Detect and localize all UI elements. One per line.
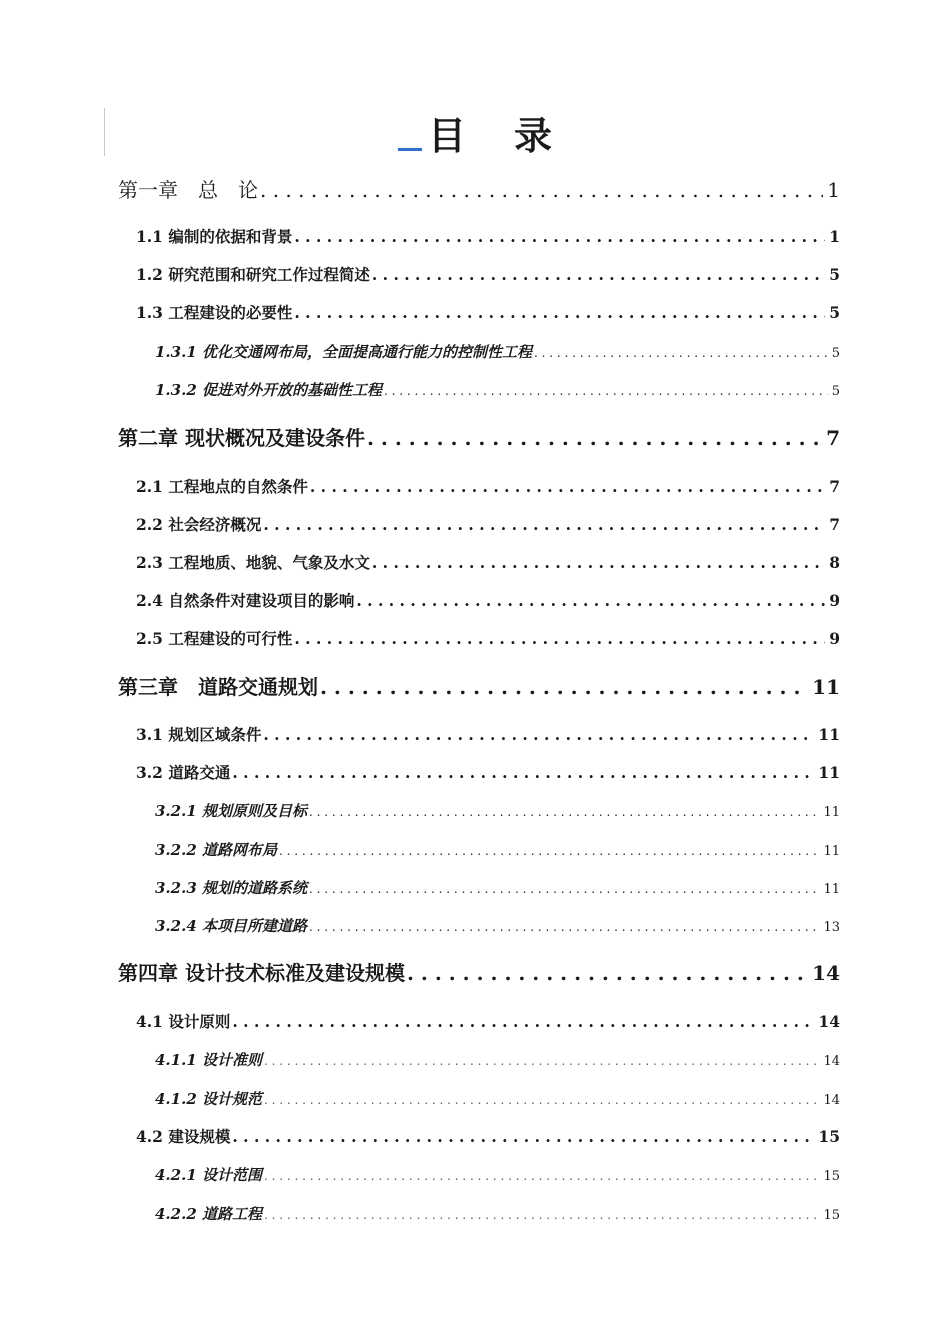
- toc-page-number: 15: [818, 1127, 840, 1146]
- toc-entry-chapter-1[interactable]: [118, 176, 840, 204]
- toc-page-number: 1: [829, 227, 840, 246]
- toc-entry-chapter-2[interactable]: [118, 424, 840, 452]
- dot-leader: [356, 590, 825, 612]
- toc-entry-label: 4.2.1 设计范围: [155, 1166, 262, 1184]
- toc-entry-3-2-1[interactable]: [155, 800, 840, 824]
- dot-leader: [264, 1050, 819, 1072]
- toc-entry-3-2-3[interactable]: [155, 877, 840, 901]
- toc-entry-chapter-4[interactable]: [118, 959, 840, 987]
- dot-leader: [232, 1011, 814, 1033]
- toc-entry-3-2[interactable]: [136, 762, 840, 784]
- dot-leader: [279, 840, 819, 862]
- toc-page-number: 11: [818, 763, 840, 782]
- toc-entry-label: 3.2.4 本项目所建道路: [155, 917, 307, 935]
- toc-entry-label: 1.1 编制的依据和背景: [136, 227, 293, 246]
- dot-leader: [372, 264, 825, 286]
- toc-entry-label: 1.3.2 促进对外开放的基础性工程: [155, 381, 382, 399]
- dot-leader: [260, 176, 823, 204]
- dot-leader: [232, 1126, 814, 1148]
- dot-leader: [384, 380, 828, 402]
- dot-leader: [263, 514, 825, 536]
- toc-page-number: 11: [823, 805, 840, 820]
- toc-entry-2-5[interactable]: [136, 628, 840, 650]
- toc-entry-label: 3.2.3 规划的道路系统: [155, 879, 307, 897]
- toc-page-number: 11: [823, 844, 840, 859]
- toc-page-number: 14: [823, 1093, 840, 1108]
- dot-leader: [310, 476, 825, 498]
- toc-entry-label: 1.2 研究范围和研究工作过程简述: [136, 265, 370, 284]
- dot-leader: [232, 762, 814, 784]
- toc-entry-2-3[interactable]: [136, 552, 840, 574]
- toc-entry-4-1-2[interactable]: [155, 1088, 840, 1112]
- toc-page-number: 11: [818, 725, 840, 744]
- toc-entry-3-1[interactable]: [136, 724, 840, 746]
- toc-page-number: 15: [823, 1208, 840, 1223]
- toc-entry-label: 4.1.1 设计准则: [155, 1051, 262, 1069]
- toc-entry-label: 2.5 工程建设的可行性: [136, 629, 293, 648]
- toc-entry-4-2[interactable]: [136, 1126, 840, 1148]
- toc-title-char-1: 目: [427, 113, 466, 158]
- toc-entry-label: 4.1.2 设计规范: [155, 1090, 262, 1108]
- toc-entry-2-2[interactable]: [136, 514, 840, 536]
- toc-entry-label: 2.4 自然条件对建设项目的影响: [136, 591, 355, 610]
- toc-entry-label: 2.3 工程地质、地貌、气象及水文: [136, 553, 370, 572]
- toc-entry-2-1[interactable]: [136, 476, 840, 498]
- dot-leader: [367, 424, 822, 452]
- toc-page-number: 7: [826, 426, 840, 450]
- toc-title: [0, 108, 950, 164]
- toc-entry-label: 3.2 道路交通: [136, 763, 231, 782]
- toc-entry-4-1[interactable]: [136, 1011, 840, 1033]
- toc-entry-label: 3.1 规划区域条件: [136, 725, 262, 744]
- toc-entry-4-2-2[interactable]: [155, 1203, 840, 1227]
- toc-entry-label: 第二章 现状概况及建设条件: [118, 426, 365, 450]
- text-cursor-icon: [398, 148, 422, 151]
- toc-entry-label: 1.3 工程建设的必要性: [136, 303, 293, 322]
- toc-page-number: 5: [829, 265, 840, 284]
- dot-leader: [294, 628, 825, 650]
- dot-leader: [264, 1089, 819, 1111]
- toc-page-number: 5: [831, 346, 840, 361]
- toc-entry-label: 1.3.1 优化交通网布局，全面提高通行能力的控制性工程: [155, 343, 532, 361]
- dot-leader: [294, 226, 825, 248]
- toc-page-number: 13: [823, 920, 840, 935]
- dot-leader: [320, 673, 808, 701]
- toc-entry-1-1[interactable]: [136, 226, 840, 248]
- dot-leader: [534, 342, 828, 364]
- toc-entry-chapter-3[interactable]: [118, 673, 840, 701]
- toc-entry-label: 4.2.2 道路工程: [155, 1205, 262, 1223]
- toc-page-number: 1: [827, 178, 840, 202]
- dot-leader: [264, 1204, 819, 1226]
- toc-entry-2-4[interactable]: [136, 590, 840, 612]
- dot-leader: [263, 724, 814, 746]
- toc-page-number: 15: [823, 1169, 840, 1184]
- toc-page-number: 9: [829, 591, 840, 610]
- dot-leader: [309, 801, 819, 823]
- dot-leader: [264, 1165, 819, 1187]
- toc-entry-label: 4.1 设计原则: [136, 1012, 231, 1031]
- toc-entry-1-3-1[interactable]: [155, 341, 840, 365]
- toc-entry-1-3[interactable]: [136, 302, 840, 324]
- toc-title-char-2: 录: [514, 113, 553, 158]
- toc-page-number: 5: [829, 303, 840, 322]
- toc-page-number: 7: [829, 515, 840, 534]
- toc-page-number: 11: [812, 675, 840, 699]
- toc-entry-1-2[interactable]: [136, 264, 840, 286]
- toc-page-number: 7: [829, 477, 840, 496]
- toc-page-number: 8: [829, 553, 840, 572]
- toc-entry-label: 第三章 道路交通规划: [118, 675, 318, 699]
- toc-entry-label: 4.2 建设规模: [136, 1127, 231, 1146]
- dot-leader: [309, 916, 819, 938]
- dot-leader: [294, 302, 825, 324]
- toc-entry-label: 3.2.1 规划原则及目标: [155, 802, 307, 820]
- toc-entry-3-2-2[interactable]: [155, 839, 840, 863]
- dot-leader: [407, 959, 808, 987]
- toc-page-number: 5: [831, 384, 840, 399]
- toc-page-number: 11: [823, 882, 840, 897]
- toc-page-number: 14: [812, 961, 840, 985]
- dot-leader: [372, 552, 825, 574]
- dot-leader: [309, 878, 819, 900]
- toc-entry-label: 第四章 设计技术标准及建设规模: [118, 961, 405, 985]
- toc-page-number: 14: [818, 1012, 840, 1031]
- toc-entry-label: 第一章 总 论: [118, 178, 258, 202]
- toc-page-number: 14: [823, 1054, 840, 1069]
- toc-entry-4-2-1[interactable]: [155, 1164, 840, 1188]
- toc-entry-3-2-4[interactable]: [155, 915, 840, 939]
- toc-entry-label: 2.1 工程地点的自然条件: [136, 477, 308, 496]
- toc-entry-label: 3.2.2 道路网布局: [155, 841, 277, 859]
- toc-entry-1-3-2[interactable]: [155, 379, 840, 403]
- toc-entry-4-1-1[interactable]: [155, 1049, 840, 1073]
- toc-entry-label: 2.2 社会经济概况: [136, 515, 262, 534]
- toc-page-number: 9: [829, 629, 840, 648]
